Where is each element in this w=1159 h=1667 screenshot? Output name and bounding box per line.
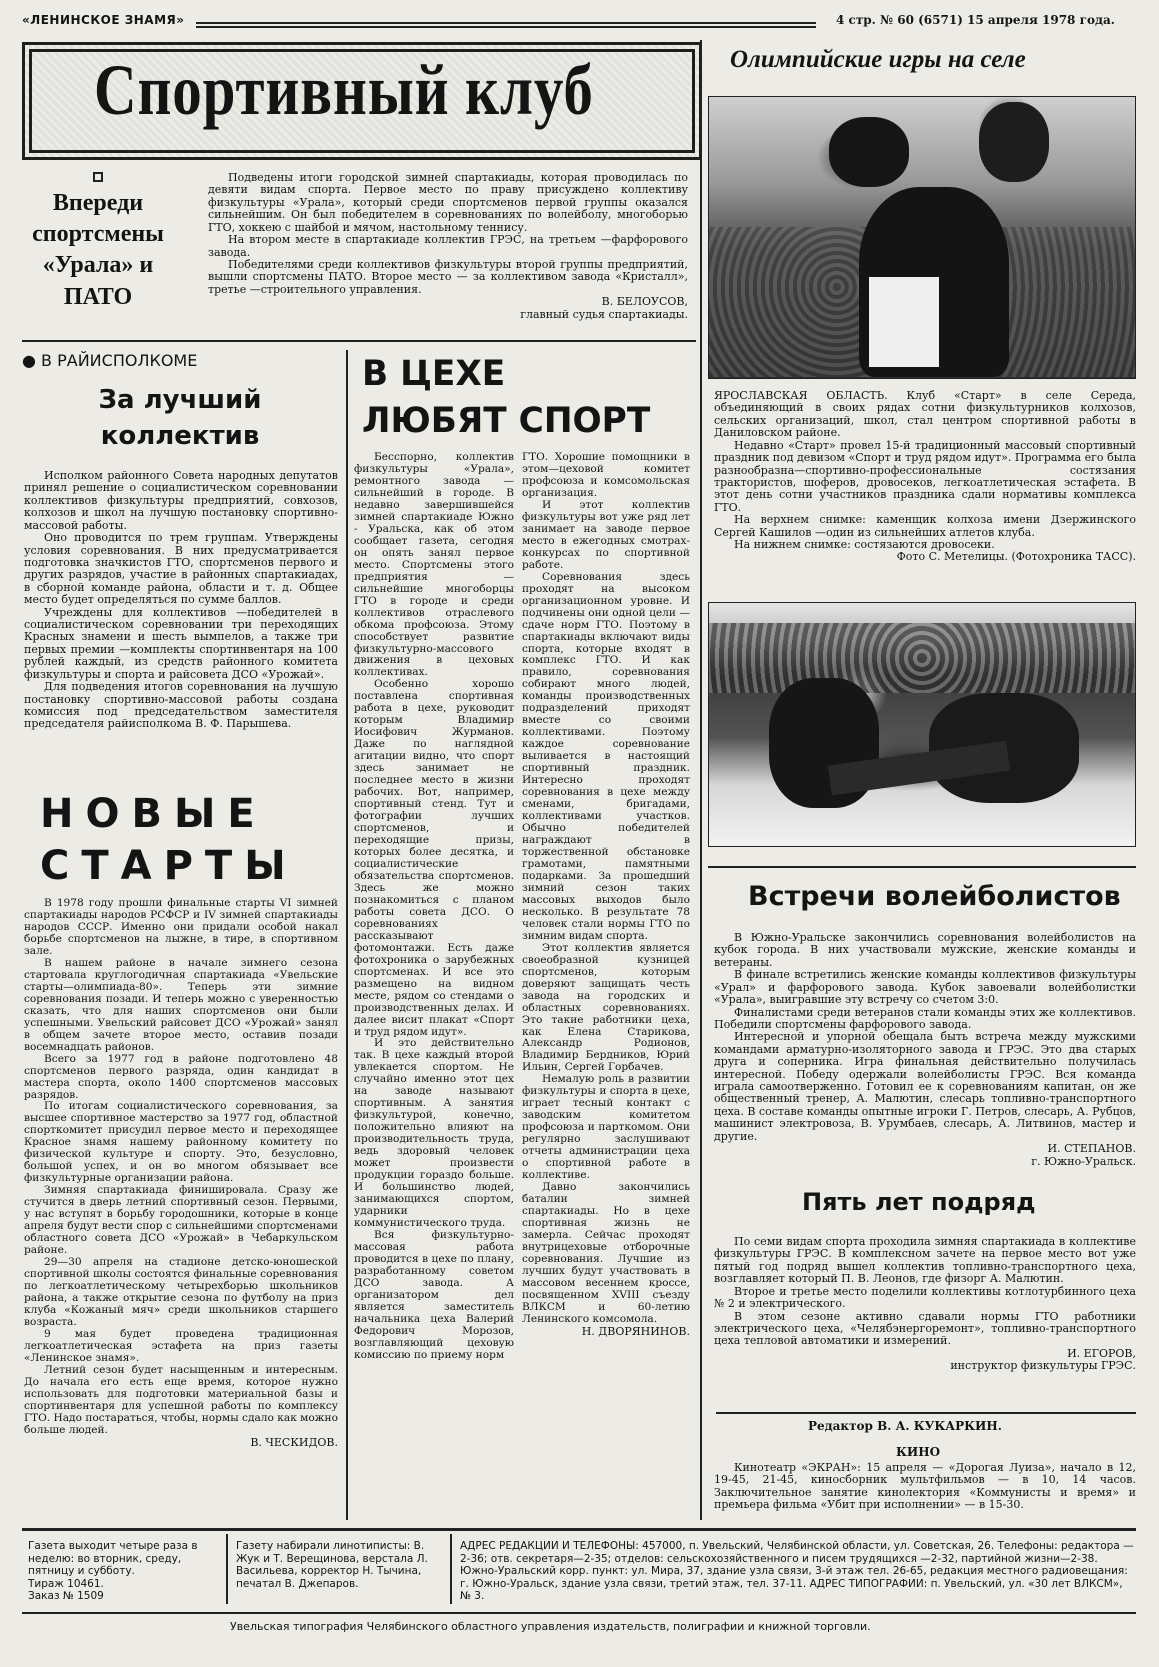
divider — [700, 40, 702, 1520]
signature-place: г. Южно-Уральск. — [1031, 1154, 1136, 1168]
paragraph: Соревнования здесь проходят на высоком организационном уровне. И подчинены они одной цели —сдаче норм ГТО. Поэтому в спартакиады включают виды спорта, которые входят в комплекс ГТО. И как правило, соревнования собирают много людей, команды производственных подразделений приходят вместе со своими коллективами. Поэтому каждое соревнование выливается в настоящий спортивный праздник. Интересно проходят соревнования в цехе между сменами, бригадами, коллективами участков. Обычно победителей награждают в торжественной обстановке грамотами, памятными подарками. За прошедший зимний сезон таких массовых выходов было несколько. В результате 78 человек стали нормы ГТО по зимним видам спорта. — [522, 570, 690, 942]
divider — [450, 1534, 452, 1604]
caption-paragraph: На верхнем снимке: каменщик колхоза имени Дзержинского Сергей Кашилов —один из сильнейших атлетов клуба. — [714, 513, 1136, 539]
circulation: Тираж 10461. — [28, 1577, 104, 1590]
paragraph: И это действительно так. В цехе каждый второй увлекается спортом. Не случайно именно этот цех на заводе называют спортивным. А занятия физкультурой, конечно, положительно влияют на производительность труда, ведь здоровый человек может произвести продукции гораздо больше. И большинство людей, занимающихся спортом, ударники коммунистического труда. — [354, 1037, 514, 1229]
paragraph: Вся физкультурно-массовая работа проводится в цехе по плану, разработанному советом ДСО завода. А организатором дел является заместитель начальника цеха Валерий Федорович Морозов, возглавляющий цеховую комиссию по приему норм — [354, 1228, 514, 1361]
schedule-text: Газета выходит четыре раза в неделю: во вторник, среду, пятницу и субботу. — [28, 1540, 198, 1578]
issue-info: 4 стр. № 60 (6571) 15 апреля 1978 года. — [836, 13, 1115, 27]
paragraph: Летний сезон будет насыщенным и интересным. До начала его есть еще время, которое нужно использовать для подготовки материальной базы и спортинвентаря для успешной работы по комплексу ГТО. Надо постараться, чтобы, нормы сдало как можно больше людей. — [24, 1363, 338, 1436]
paragraph: Бесспорно, коллектив физкультуры «Урала», ремонтного завода — сильнейший в городе. В недавно завершившейся зимней спартакиаде Южно - Уральска, как об этом сообщает газета, сегодня он опять занял первое место. Спортсмены этого предприятия — сильнейшие многоборцы ГТО в городе и среди коллективов отраслевого обкома профсоюза. Этому способствует развитие физкультурно-массового движения в цеховых коллективах. — [354, 451, 514, 679]
divider — [346, 350, 348, 1520]
paragraph: Подведены итоги городской зимней спартакиады, которая проводилась по девяти видам спорта. Первое место по праву присуждено коллективу физкультуры «Урала», который среди спортсменов первой группы оказался сильнейшим. Он был победителем в соревнованиях по волейболу, многоборью ГТО, хоккею с шайбой и мячом, настольному теннису. — [208, 171, 688, 234]
headline-line: В ЦЕХЕ — [362, 354, 506, 394]
order-number: Заказ № 1509 — [28, 1590, 104, 1603]
divider — [22, 340, 696, 342]
paragraph: ГТО. Хорошие помощники в этом—цеховой комитет профсоюза и комсомольская организация. — [522, 451, 690, 499]
paragraph: На втором месте в спартакиаде коллектив ГРЭС, на третьем —фарфорового завода. — [208, 233, 688, 259]
paragraph: Для подведения итогов соревнования на лучшую постановку спортивно-массовой работы создана комиссия под председательством заместителя председателя райисполкома В. Ф. Парышева. — [24, 680, 338, 731]
paragraph: В 1978 году прошли финальные старты VI зимней спартакиады народов РСФСР и IV зимней спартакиады народов СССР. Именно они придали особой накал борьбе спортсменов на лыжне, в тире, в спортивном зале. — [24, 897, 338, 957]
headline-line: СТАРТЫ — [40, 843, 298, 889]
signature: И. СТЕПАНОВ. — [1047, 1142, 1136, 1156]
paragraph: И этот коллектив физкультуры вот уже ряд лет занимает на заводе первое место в ежегодных смотрах-конкурсах по спортивной работе. — [522, 498, 690, 571]
article-vperedi — [208, 172, 688, 321]
paragraph: Немалую роль в развитии физкультуры и спорта в цехе, играет тесный контакт с заводским комитетом профсоюза и парткомом. Они регулярно заслушивают отчеты администрации цеха о спортивной работе в коллективе. — [522, 1073, 690, 1182]
footer-address: АДРЕС РЕДАКЦИИ И ТЕЛЕФОНЫ: 457000, п. Увельский, Челябинской области, ул. Советская, 26. Телефоны: редактора — 2-36; отв. секретаря—2-35; отделов: сельскохозяйственного и писем трудящихся —2-32, партийной жизни—2-38. Южно-Уральский корр. пункт: ул. Мира, 37, здание узла связи, 3-й этаж тел. 26-65, редакция местного радиовещания: г. Южно-Уральск, здание узла связи, третий этаж, тел. 37-11. АДРЕС ТИПОГРАФИИ: п. Увельский, ул. «30 лет ВЛКСМ», № 3. — [460, 1540, 1134, 1603]
paragraph: Этот коллектив является своеобразной кузницей спортсменов, которым доверяют защищать честь завода на городских и областных соревнованиях. Это такие работники цеха, как Елена Старикова, Александр Родионов, Владимир Бердников, Юрий Ильин, Сергей Горбачев. — [522, 941, 690, 1074]
signature-role: главный судья спартакиады. — [520, 307, 688, 321]
paper-name: «ЛЕНИНСКОЕ ЗНАМЯ» — [22, 13, 185, 27]
article-novye-starty — [24, 898, 338, 1449]
headline-vperedi: Впереди спортсмены «Урала» и ПАТО — [32, 190, 164, 310]
paragraph: Интересной и упорной обещала быть встреча между мужскими командами арматурно-изоляторного завода и ГРЭС. Это два старых друга и соперника. Игра финальная действительно получилась интересной. Победу одержали волейболисты ГРЭС. Вся команда играла самоотверженно. Готовил ее к соревнованиям капитан, он же общественный тренер, А. Малютин, слесарь топливно-транспортного цеха. В составе команды опытные игроки Г. Петров, слесарь, А. Рубцов, машинист электровоза, В. Урумбаев, слесарь, А. Литвинов, мастер и другие. — [714, 1030, 1136, 1143]
paragraph: В Южно-Уральске закончились соревнования волейболистов на кубок города. В них участвовали мужские, женские команды и ветераны. — [714, 931, 1136, 969]
signature: В. БЕЛОУСОВ, — [601, 295, 688, 309]
paragraph: Финалистами среди ветеранов стали команды этих же коллективов. Победили спортсмены фарфорового завода. — [714, 1005, 1136, 1031]
headline-line: НОВЫЕ — [40, 791, 267, 837]
photo-weightlifter — [708, 96, 1136, 379]
paragraph: Всего за 1977 год в районе подготовлено 48 спортсменов первого разряда, один кандидат в мастера спорта, около 1400 спортсменов массовых разрядов. — [24, 1052, 338, 1101]
headline-za-luchshiy: За лучший коллектив — [98, 385, 262, 452]
article-five-years — [714, 1236, 1136, 1373]
paragraph: По итогам социалистического соревнования, за высшее спортивное мастерство за 1977 год, областной спорткомитет присудил первое место и переходящее Красное знамя нашему районному комитету по физической культуре и спорту. Это, безусловно, большой успех, и он во многом обязывает все физкультурные организации района. — [24, 1100, 338, 1185]
headline-five-years: Пять лет подряд — [802, 1188, 1036, 1216]
paragraph: 29—30 апреля на стадионе детско-юношеской спортивной школы состоятся финальные соревнования по легкоатлетическому четырехборью школьников района, а также открытие сезона по футболу на приз клуба «Кожаный мяч» среди школьников старшего возраста. — [24, 1256, 338, 1328]
bullet-square — [93, 172, 103, 182]
signature: И. ЕГОРОВ, — [1067, 1346, 1136, 1360]
article-v-tsehe-col2 — [522, 452, 690, 1338]
olympic-headline: Олимпийские игры на селе — [730, 46, 1026, 73]
olympic-caption — [714, 390, 1136, 564]
paragraph: Учреждены для коллективов —победителей в социалистическом соревновании три переходящих Красных знамени и шесть вымпелов, а также три первых премии —комплекты спортинвентаря на 100 рублей каждый, из средств районного комитета физкультуры и спорта и райсовета ДСО «Урожай». — [24, 605, 338, 681]
footer-printer: Увельская типография Челябинского областного управления издательств, полиграфии и книжной торговли. — [230, 1620, 871, 1633]
editor-line: Редактор В. А. КУКАРКИН. — [808, 1419, 1002, 1433]
signature: В. ЧЕСКИДОВ. — [250, 1435, 338, 1449]
paragraph: В этом сезоне активно сдавали нормы ГТО работники электрического цеха, «Челябэнергоремонт», топливно-транспортного цеха тепловой автоматики и измерений. — [714, 1309, 1136, 1348]
paragraph: Оно проводится по трем группам. Утверждены условия соревнования. В них предусматривается подготовка значкистов ГТО, спортсменов первого и других разрядов, участие в районных спартакиадах, в сборной команде района, области и т. д. Общее место будет определяться по сумме баллов. — [24, 531, 338, 607]
footer-typeset: Газету набирали линотиписты: В. Жук и Т. Верещинова, верстала Л. Васильева, корректор Н. Тычина, печатал В. Джепаров. — [236, 1540, 428, 1590]
photo-credit: Фото С. Метелицы. (Фотохроника ТАСС). — [896, 550, 1136, 564]
paragraph: Зимняя спартакиада финишировала. Сразу же стучится в дверь летний спортивный сезон. Первыми, у нас вступят в борьбу городошники, которые в конце апреля будут вести спор с сильнейшими спортсменами областного совета ДСО «Урожай» в Чебаркульском районе. — [24, 1184, 338, 1257]
paragraph: Исполком районного Совета народных депутатов принял решение о социалистическом соревновании коллективов физкультуры предприятий, совхозов, колхозов и школ на лучшую постановку спортивно-массовой работы. — [24, 469, 338, 532]
divider — [22, 1612, 1136, 1614]
signature: Н. ДВОРЯНИНОВ. — [581, 1324, 690, 1338]
article-rayispolkom — [24, 470, 338, 731]
paragraph: В нашем районе в начале зимнего сезона стартовала круглогодичная спартакиада «Увельские старты—олимпиада-80». Теперь эти зимние соревнования позади. И теперь можно с уверенностью сказать, что для наших спортсменов они были успешными. Увельский райсовет ДСО «Урожай» занял в общем зачете второе место, оставив позади восемнадцать районов. — [24, 956, 338, 1053]
caption-paragraph: ЯРОСЛАВСКАЯ ОБЛАСТЬ. Клуб «Старт» в селе Середа, объединяющий в своих рядах сотни физкультурников колхозов, сельских организаций, школ, стал центром спортивной работы в Даниловском районе. — [714, 389, 1136, 440]
paragraph: Особенно хорошо поставлена спортивная работа в цехе, руководит которым Владимир Иосифович Журманов. Даже по наглядной агитации видно, что спорт здесь занимает не последнее место в жизни рабочих. Вот, например, спортивный стенд. Тут и фотографии лучших спортсменов, и переходящие призы, которых более десятка, и социалистические обязательства спортсменов. Здесь же можно познакомиться с планом работы совета ДСО. О соревнованиях рассказывают фотомонтажи. Есть даже фотохроника о зарубежных спортсменах. И все это размещено на видном месте, рядом со стендами о производственных делах. И далее висит плакат «Спорт и труд рядом идут». — [354, 678, 514, 1038]
paragraph: Победителями среди коллективов физкультуры второй группы предприятий, вышли спортсмены ПАТО. Второе место — за коллективом завода «Кристалл», третье —строительного управления. — [208, 257, 688, 296]
section-title: Спортивный клуб — [94, 50, 594, 130]
signature-role: инструктор физкультуры ГРЭС. — [950, 1359, 1136, 1373]
masthead-rule — [196, 22, 816, 28]
paragraph: По семи видам спорта проходила зимняя спартакиада в коллективе физкультуры ГРЭС. В комплексном зачете на первое место вот уже пятый год подряд вышел коллектив топливно-транспортного цеха, возглавляет который П. В. Леонов, где физорг А. Малютин. — [714, 1235, 1136, 1286]
headline-v-tsehe — [362, 351, 650, 446]
headline-novye-starty — [40, 788, 320, 892]
caption-paragraph: На нижнем снимке: состязаются дровосеки. — [734, 538, 995, 552]
paragraph: Давно закончились баталии зимней спартакиады. Но в цехе спортивная жизнь не замерла. Сейчас проходят внутрицеховые отборочные соревнования. Лучшие из лучших будут участвовать в массовом весеннем кроссе, посвященном XVIII съезду ВЛКСМ и 60-летию Ленинского комсомола. — [522, 1181, 690, 1325]
kino-listing — [714, 1462, 1136, 1512]
article-v-tsehe-col1 — [354, 452, 514, 1362]
headline-line: ЛЮБЯТ СПОРТ — [362, 401, 651, 442]
kino-header: КИНО — [896, 1445, 941, 1459]
divider — [226, 1534, 228, 1604]
caption-paragraph: Недавно «Старт» провел 15-й традиционный массовый спортивный праздник под девизом «Спорт и труд рядом идут». Программа его была разнообразна—спортивно-профессиональные состязания трактористов, шоферов, дровосеков, легкоатлетическая эстафета. В этот день сотни участников праздника сдали нормативы комплекса ГТО. — [714, 438, 1136, 514]
divider — [708, 866, 1136, 868]
divider — [22, 1528, 1136, 1531]
divider — [716, 1412, 1136, 1414]
footer-schedule — [28, 1540, 218, 1603]
paragraph: Второе и третье место поделили коллективы котлотурбинного цеха № 2 и электрического. — [714, 1284, 1136, 1311]
paragraph: Кинотеатр «ЭКРАН»: 15 апреля — «Дорогая Луиза», начало в 12, 19-45, 21-45, киносборник мультфильмов — в 10, 14 часов. Заключительное занятие кинолектория «Коммунисты и время» и премьера фильма «Убит при исполнении» — в 15-30. — [714, 1461, 1136, 1512]
paragraph: 9 мая будет проведена традиционная легкоатлетическая эстафета на приз газеты «Ленинское знамя». — [24, 1327, 338, 1364]
paragraph: В финале встретились женские команды коллективов физкультуры «Урал» и фарфорового завода. Кубок завоевали волейболистки «Урала», выигравшие эту встречу со счетом 3:0. — [714, 968, 1136, 1007]
article-volleyball — [714, 932, 1136, 1168]
headline-volleyball: Встречи волейболистов — [748, 881, 1121, 912]
rubric-rayispolkom: ● В РАЙИСПОЛКОМЕ — [22, 351, 198, 370]
photo-woodcutters — [708, 602, 1136, 847]
